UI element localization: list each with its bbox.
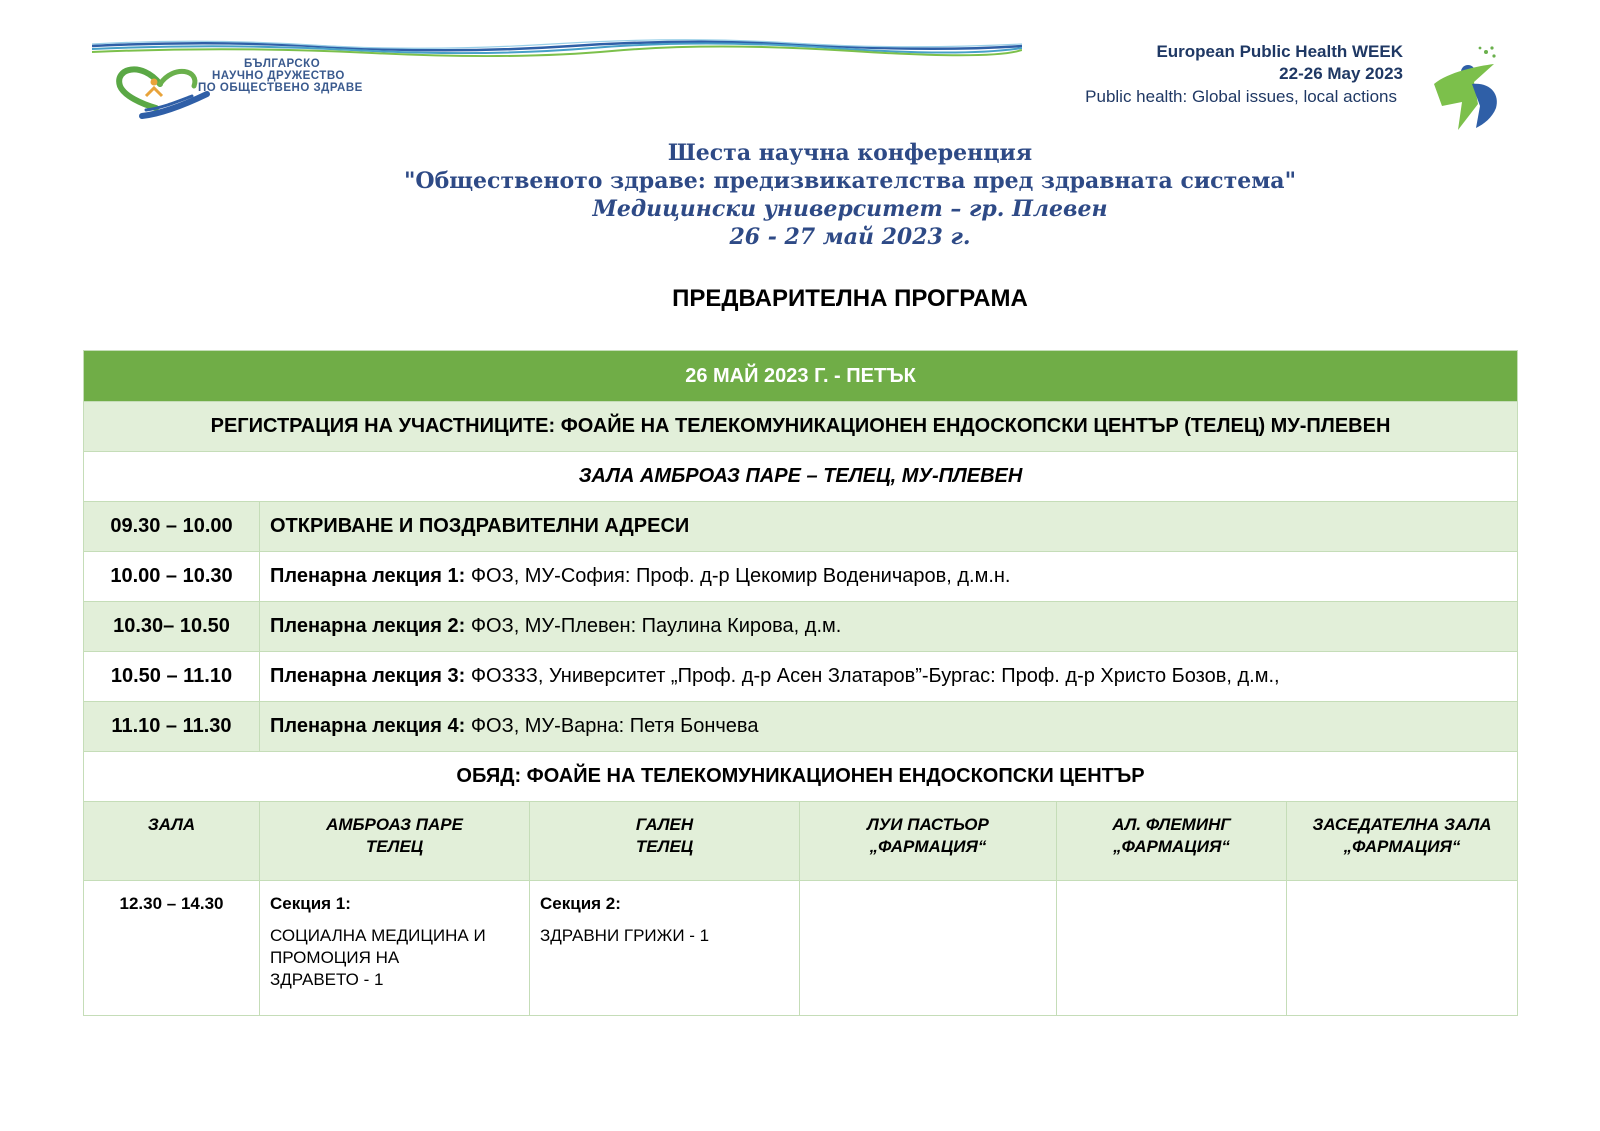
session-title-line: ЗДРАВНИ ГРИЖИ - 1 [540, 926, 710, 945]
session-cell [530, 881, 800, 1016]
schedule-table [83, 350, 1518, 1016]
org-logo-line: НАУЧНО ДРУЖЕСТВО [212, 70, 345, 82]
empty-session-cell [1287, 881, 1518, 1016]
room-name: АМБРОАЗ ПАРЕ [326, 815, 463, 834]
header-wave-decoration [92, 38, 1022, 58]
slot-text: ФОЗ, МУ-София: Проф. д-р Цекомир Воденичаров, д.м.н. [465, 565, 1011, 587]
slot-description [260, 702, 1518, 752]
slot-description [260, 652, 1518, 702]
session-label: Секция 2: [540, 894, 621, 913]
room-header [800, 802, 1057, 881]
table-row [84, 702, 1518, 752]
session-title-line: СОЦИАЛНА МЕДИЦИНА И [270, 926, 486, 945]
table-row [84, 502, 1518, 552]
session-time: 12.30 – 14.30 [84, 881, 260, 1016]
slot-time: 10.30– 10.50 [84, 602, 260, 652]
program-title: ПРЕДВАРИТЕЛНА ПРОГРАМА [672, 285, 1028, 312]
session-row [84, 881, 1518, 1016]
registration-row [84, 402, 1518, 452]
event-title: European Public Health WEEK [1156, 42, 1403, 61]
org-logo-text [198, 58, 363, 94]
slot-description [260, 602, 1518, 652]
session-cell [260, 881, 530, 1016]
rooms-header-row [84, 802, 1518, 881]
room-header [260, 802, 530, 881]
room-header [530, 802, 800, 881]
room-name: ГАЛЕН [635, 815, 694, 834]
empty-session-cell [800, 881, 1057, 1016]
session-title-line: ПРОМОЦИЯ НА [270, 948, 400, 967]
room-building: „ФАРМАЦИЯ“ [1343, 837, 1461, 856]
public-health-week-logo-icon [1428, 44, 1504, 136]
room-header [1057, 802, 1287, 881]
room-header [1287, 802, 1518, 881]
slot-description [260, 552, 1518, 602]
event-dates: 22-26 May 2023 [1279, 64, 1403, 83]
conference-theme: "Общественото здраве: предизвикателства пред здравната система" [403, 168, 1297, 194]
slot-label: Пленарна лекция 1: [270, 565, 466, 587]
org-logo-line: ПО ОБЩЕСТВЕНО ЗДРАВЕ [198, 82, 363, 94]
slot-text: ФОЗЗЗ, Университет „Проф. д-р Асен Златаров”-Бургас: Проф. д-р Христо Бозов, д.м., [465, 665, 1280, 687]
event-slogan: Public health: Global issues, local actions [1085, 87, 1397, 106]
conference-venue: Медицински университет – гр. Плевен [592, 196, 1108, 222]
room-header [84, 802, 260, 881]
conference-heading [0, 139, 1600, 251]
day-header-row [84, 351, 1518, 402]
session-label: Секция 1: [270, 894, 351, 913]
slot-text: ФОЗ, МУ-Варна: Петя Бончева [465, 715, 759, 737]
slot-time: 11.10 – 11.30 [84, 702, 260, 752]
day-header: 26 МАЙ 2023 Г. - ПЕТЪК [84, 351, 1518, 402]
slot-time: 09.30 – 10.00 [84, 502, 260, 552]
conference-dates: 26 - 27 май 2023 г. [729, 224, 971, 250]
slot-time: 10.00 – 10.30 [84, 552, 260, 602]
conference-number: Шеста научна конференция [667, 140, 1033, 166]
room-name: ЗАСЕДАТЕЛНА ЗАЛА [1312, 815, 1492, 834]
hall-name: ЗАЛА АМБРОАЗ ПАРЕ – ТЕЛЕЦ, МУ-ПЛЕВЕН [84, 452, 1518, 502]
slot-label: Пленарна лекция 2: [270, 615, 466, 637]
room-building: „ФАРМАЦИЯ“ [869, 837, 987, 856]
slot-text: ФОЗ, МУ-Плевен: Паулина Кирова, д.м. [465, 615, 842, 637]
registration-text: РЕГИСТРАЦИЯ НА УЧАСТНИЦИТЕ: ФОАЙЕ НА ТЕЛЕКОМУНИКАЦИОНЕН ЕНДОСКОПСКИ ЦЕНТЪР (ТЕЛЕЦ) МУ-ПЛЕВЕН [84, 402, 1518, 452]
table-row [84, 602, 1518, 652]
room-name: ЛУИ ПАСТЬОР [867, 815, 989, 834]
room-building: ТЕЛЕЦ [365, 837, 424, 856]
slot-label: Пленарна лекция 4: [270, 715, 466, 737]
room-building: „ФАРМАЦИЯ“ [1113, 837, 1230, 856]
table-row [84, 652, 1518, 702]
table-row [84, 552, 1518, 602]
slot-description [260, 502, 1518, 552]
event-info [1085, 41, 1403, 108]
lunch-row [84, 752, 1518, 802]
room-name: ЗАЛА [147, 815, 196, 834]
hall-row [84, 452, 1518, 502]
slot-label: ОТКРИВАНЕ И ПОЗДРАВИТЕЛНИ АДРЕСИ [270, 515, 690, 537]
slot-label: Пленарна лекция 3: [270, 665, 466, 687]
org-logo-line: БЪЛГАРСКО [244, 58, 321, 70]
room-building: ТЕЛЕЦ [635, 837, 694, 856]
session-title-line: ЗДРАВЕТО - 1 [270, 970, 384, 989]
lunch-text: ОБЯД: ФОАЙЕ НА ТЕЛЕКОМУНИКАЦИОНЕН ЕНДОСКОПСКИ ЦЕНТЪР [84, 752, 1518, 802]
empty-session-cell [1057, 881, 1287, 1016]
slot-time: 10.50 – 11.10 [84, 652, 260, 702]
room-name: АЛ. ФЛЕМИНГ [1112, 815, 1231, 834]
